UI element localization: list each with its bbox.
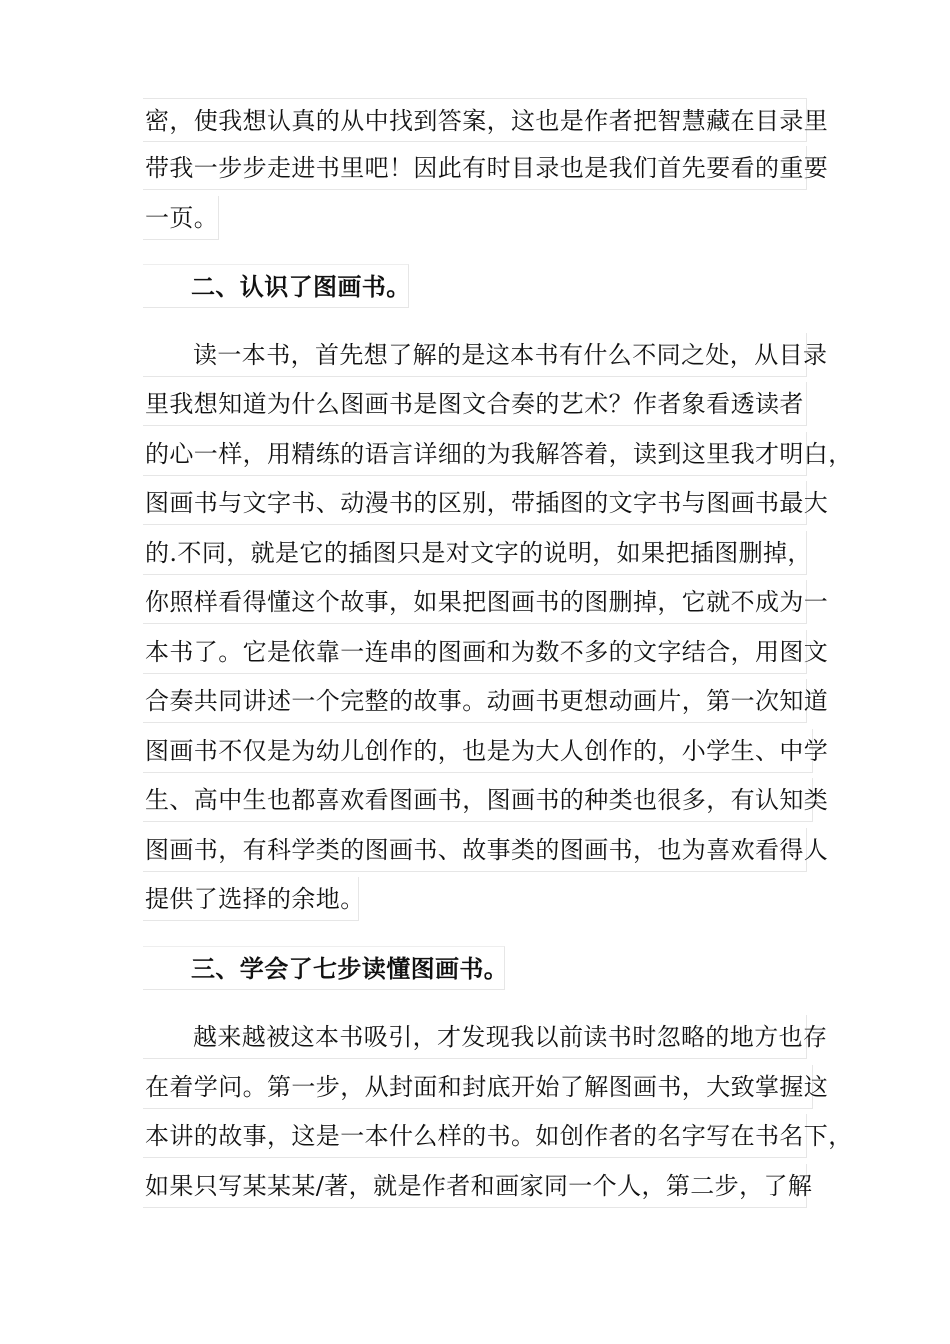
paragraph-2-line-3: 的心一样，用精练的语言详细的为我解答着，读到这里我才明白， — [143, 432, 807, 476]
paragraph-1-line-2: 带我一步步走进书里吧！因此有时目录也是我们首先要看的重要 — [143, 146, 807, 190]
paragraph-2-line-4: 图画书与文字书、动漫书的区别，带插图的文字书与图画书最大 — [143, 481, 807, 525]
paragraph-1-line-3: 一页。 — [143, 196, 219, 240]
paragraph-2-line-10: 生、高中生也都喜欢看图画书，图画书的种类也很多，有认知类 — [143, 778, 813, 822]
paragraph-2-line-12: 提供了选择的余地。 — [143, 877, 359, 921]
paragraph-3-line-2: 在着学问。第一步，从封面和封底开始了解图画书，大致掌握这 — [143, 1065, 813, 1109]
paragraph-2-line-6: 你照样看得懂这个故事，如果把图画书的图删掉，它就不成为一 — [143, 580, 807, 624]
paragraph-3-line-3: 本讲的故事，这是一本什么样的书。如创作者的名字写在书名下， — [143, 1114, 807, 1158]
paragraph-2-line-7: 本书了。它是依靠一连串的图画和为数不多的文字结合，用图文 — [143, 630, 807, 674]
section-heading-2: 二、认识了图画书。 — [143, 264, 409, 308]
section-heading-3: 三、学会了七步读懂图画书。 — [143, 946, 505, 990]
paragraph-2-line-5: 的.不同，就是它的插图只是对文字的说明，如果把插图删掉， — [143, 531, 807, 575]
paragraph-2-line-11: 图画书，有科学类的图画书、故事类的图画书，也为喜欢看得人 — [143, 828, 807, 872]
paragraph-2-line-1: 读一本书，首先想了解的是这本书有什么不同之处，从目录 — [143, 333, 807, 377]
paragraph-2-line-8: 合奏共同讲述一个完整的故事。动画书更想动画片，第一次知道 — [143, 679, 807, 723]
paragraph-3-line-4: 如果只写某某某/著，就是作者和画家同一个人，第二步，了解 — [143, 1164, 807, 1208]
paragraph-2-line-9: 图画书不仅是为幼儿创作的，也是为大人创作的，小学生、中学 — [143, 729, 813, 773]
paragraph-2-line-2: 里我想知道为什么图画书是图文合奏的艺术？作者象看透读者 — [143, 382, 807, 426]
paragraph-3-line-1: 越来越被这本书吸引，才发现我以前读书时忽略的地方也存 — [143, 1015, 807, 1059]
paragraph-1-line-1: 密，使我想认真的从中找到答案，这也是作者把智慧藏在目录里 — [143, 98, 807, 142]
